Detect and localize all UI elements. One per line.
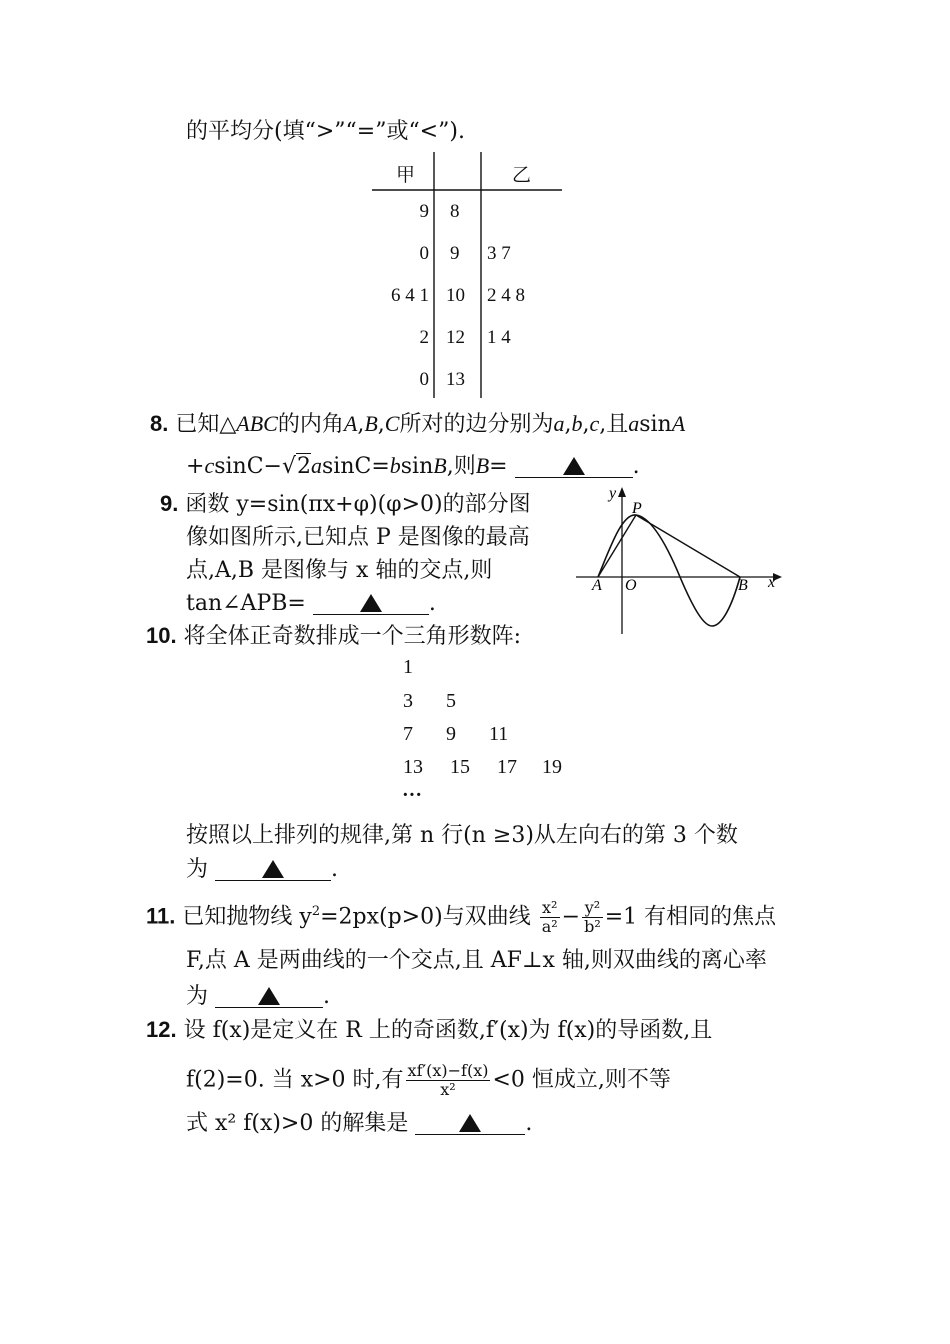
question-number: 9.	[160, 491, 179, 516]
question-number: 10.	[146, 623, 177, 648]
q8-text: sin	[639, 412, 672, 437]
fraction-denominator: x²	[440, 1080, 456, 1099]
triangle-entry: 15	[450, 756, 470, 778]
triangle-entry: 9	[446, 723, 456, 745]
q12-line-3	[186, 1110, 532, 1138]
q8-text: 已知△	[175, 412, 237, 437]
fraction-x2-a2	[540, 899, 560, 936]
point-p-label: P	[632, 500, 642, 517]
stem-leaf-left-leaves: 9	[419, 201, 429, 222]
q11-line-3	[186, 983, 330, 1011]
y-axis-arrow-icon	[618, 487, 626, 497]
q8-text: +	[186, 454, 205, 479]
q8-text: 的内角	[277, 412, 344, 437]
q8-var: ABC	[236, 411, 278, 436]
fraction-denominator: a²	[541, 916, 558, 936]
q8-var: B	[475, 453, 490, 478]
q12-text: .	[525, 1111, 533, 1136]
stem-leaf-header-right: 乙	[512, 165, 532, 186]
q8-text: ,	[582, 412, 590, 437]
triangle-icon	[258, 987, 280, 1005]
q8-var: C	[384, 411, 400, 436]
fraction-y2-b2	[582, 899, 603, 936]
stem-leaf-left-leaves: 6 4 1	[391, 285, 429, 306]
q11-text: 已知抛物线 y	[182, 904, 312, 930]
fraction-numerator: x²	[540, 899, 560, 918]
q9-line-3: 点,A,B 是图像与 x 轴的交点,则	[186, 558, 493, 583]
stem-leaf-right-leaves: 1 4	[487, 327, 511, 348]
q8-var: a	[311, 453, 322, 478]
q9-text: tan∠APB=	[186, 591, 306, 616]
question-number: 8.	[150, 411, 169, 436]
question-number: 12.	[146, 1017, 177, 1042]
fraction-denominator: b²	[584, 916, 601, 936]
stem-leaf-stem: 10	[446, 285, 465, 306]
stem-leaf-header-left: 甲	[396, 165, 416, 186]
q8-text: 所对的边分别为	[399, 412, 554, 437]
q11-text: 为	[186, 984, 209, 1009]
triangle-entry: 11	[489, 723, 509, 745]
segment-pb	[636, 515, 740, 577]
origin-label: O	[625, 577, 637, 594]
sqrt-icon: √	[281, 454, 296, 479]
stem-leaf-left-leaves: 0	[419, 243, 429, 264]
q8-text: ,	[377, 412, 385, 437]
segment-pa	[598, 515, 636, 577]
stem-leaf-left-leaves: 0	[419, 369, 429, 390]
q8-text: ,则	[446, 454, 476, 479]
q12-text: <0 恒成立,则不等	[492, 1067, 671, 1093]
triangle-entry: 5	[446, 690, 456, 712]
q12-text: 式 x² f(x)>0 的解集是	[186, 1111, 409, 1136]
q7-tail-text: 的平均分(填“>”“=”或“<”).	[186, 119, 465, 144]
triangle-ellipsis: ···	[402, 784, 423, 806]
point-a-label: A	[592, 577, 602, 594]
y-axis-label: y	[609, 485, 617, 502]
point-b-label: B	[738, 577, 748, 594]
q12-line-2	[186, 1062, 671, 1099]
q10-line-3	[186, 856, 338, 884]
triangle-entry: 7	[403, 723, 413, 745]
q12-text: 设 f(x)是定义在 R 上的奇函数,f′(x)为 f(x)的导函数,且	[183, 1018, 713, 1043]
q8-sqrt-arg: 2	[297, 454, 311, 479]
triangle-entry: 13	[403, 756, 423, 778]
q10-text: .	[331, 857, 339, 882]
answer-blank[interactable]	[215, 858, 331, 881]
q8-var: c	[204, 453, 215, 478]
q11-text: =1 有相同的焦点	[604, 904, 777, 930]
q11-text: .	[323, 984, 331, 1009]
q8-var: a	[628, 411, 640, 436]
q8-text: sin	[400, 454, 434, 479]
q8-var: b	[389, 453, 401, 478]
triangle-entry: 3	[403, 690, 413, 712]
x-axis-label: x	[768, 574, 776, 591]
triangle-entry: 17	[497, 756, 517, 778]
question-number: 11.	[146, 903, 176, 929]
q10-text: 将全体正奇数排成一个三角形数阵:	[183, 624, 522, 649]
stem-leaf-stem: 12	[446, 327, 465, 348]
q9-line-2: 像如图所示,已知点 P 是图像的最高	[186, 525, 530, 550]
stem-leaf-stem: 9	[450, 243, 460, 264]
stem-leaf-right-leaves: 2 4 8	[487, 285, 525, 306]
q8-text: sinC=	[322, 454, 390, 479]
q8-text: ,	[564, 412, 572, 437]
q8-text: ,	[357, 412, 365, 437]
q8-var: a	[553, 411, 565, 436]
fraction-numerator: y²	[582, 899, 603, 918]
triangle-icon	[459, 1114, 481, 1132]
answer-blank[interactable]	[215, 985, 323, 1008]
q8-var: A	[343, 411, 358, 436]
q10-line-2: 按照以上排列的规律,第 n 行(n ≥3)从左向右的第 3 个数	[186, 823, 738, 848]
triangle-entry: 19	[542, 756, 562, 778]
q8-text: .	[632, 454, 640, 479]
q9-sine-graph	[0, 0, 950, 660]
fraction-derivative	[406, 1062, 491, 1099]
q8-text: ,且	[599, 412, 629, 437]
q8-var: c	[589, 411, 600, 436]
triangle-entry: 1	[403, 656, 413, 678]
q11-text: =2px(p>0)与双曲线	[320, 904, 531, 930]
q12-text: f(2)=0. 当 x>0 时,有	[186, 1067, 404, 1093]
sine-curve	[598, 515, 740, 626]
fraction-numerator: xf′(x)−f(x)	[407, 1061, 489, 1080]
q8-text: =	[489, 454, 508, 479]
stem-leaf-right-leaves: 3 7	[487, 243, 511, 264]
q8-var: B	[433, 453, 447, 478]
q10-line-1	[146, 622, 521, 651]
q8-var: A	[671, 411, 686, 436]
q8-text: sinC−	[214, 454, 282, 479]
q9-text: 函数 y=sin(πx+φ)(φ>0)的部分图	[185, 492, 531, 517]
q12-line-1	[146, 1016, 712, 1045]
q9-text: .	[428, 591, 436, 616]
stem-leaf-stem: 8	[450, 201, 460, 222]
q11-line-2: F,点 A 是两曲线的一个交点,且 AF⊥x 轴,则双曲线的离心率	[186, 948, 767, 973]
q11-text: −	[561, 904, 581, 930]
triangle-icon	[262, 860, 284, 878]
stem-leaf-stem: 13	[446, 369, 465, 390]
q10-text: 为	[186, 857, 209, 882]
q8-var: B	[364, 411, 378, 436]
answer-blank[interactable]	[415, 1112, 525, 1135]
superscript: 2	[311, 904, 321, 919]
q11-line-1	[146, 898, 776, 936]
stem-leaf-left-leaves: 2	[419, 327, 429, 348]
q8-var: b	[571, 411, 583, 436]
